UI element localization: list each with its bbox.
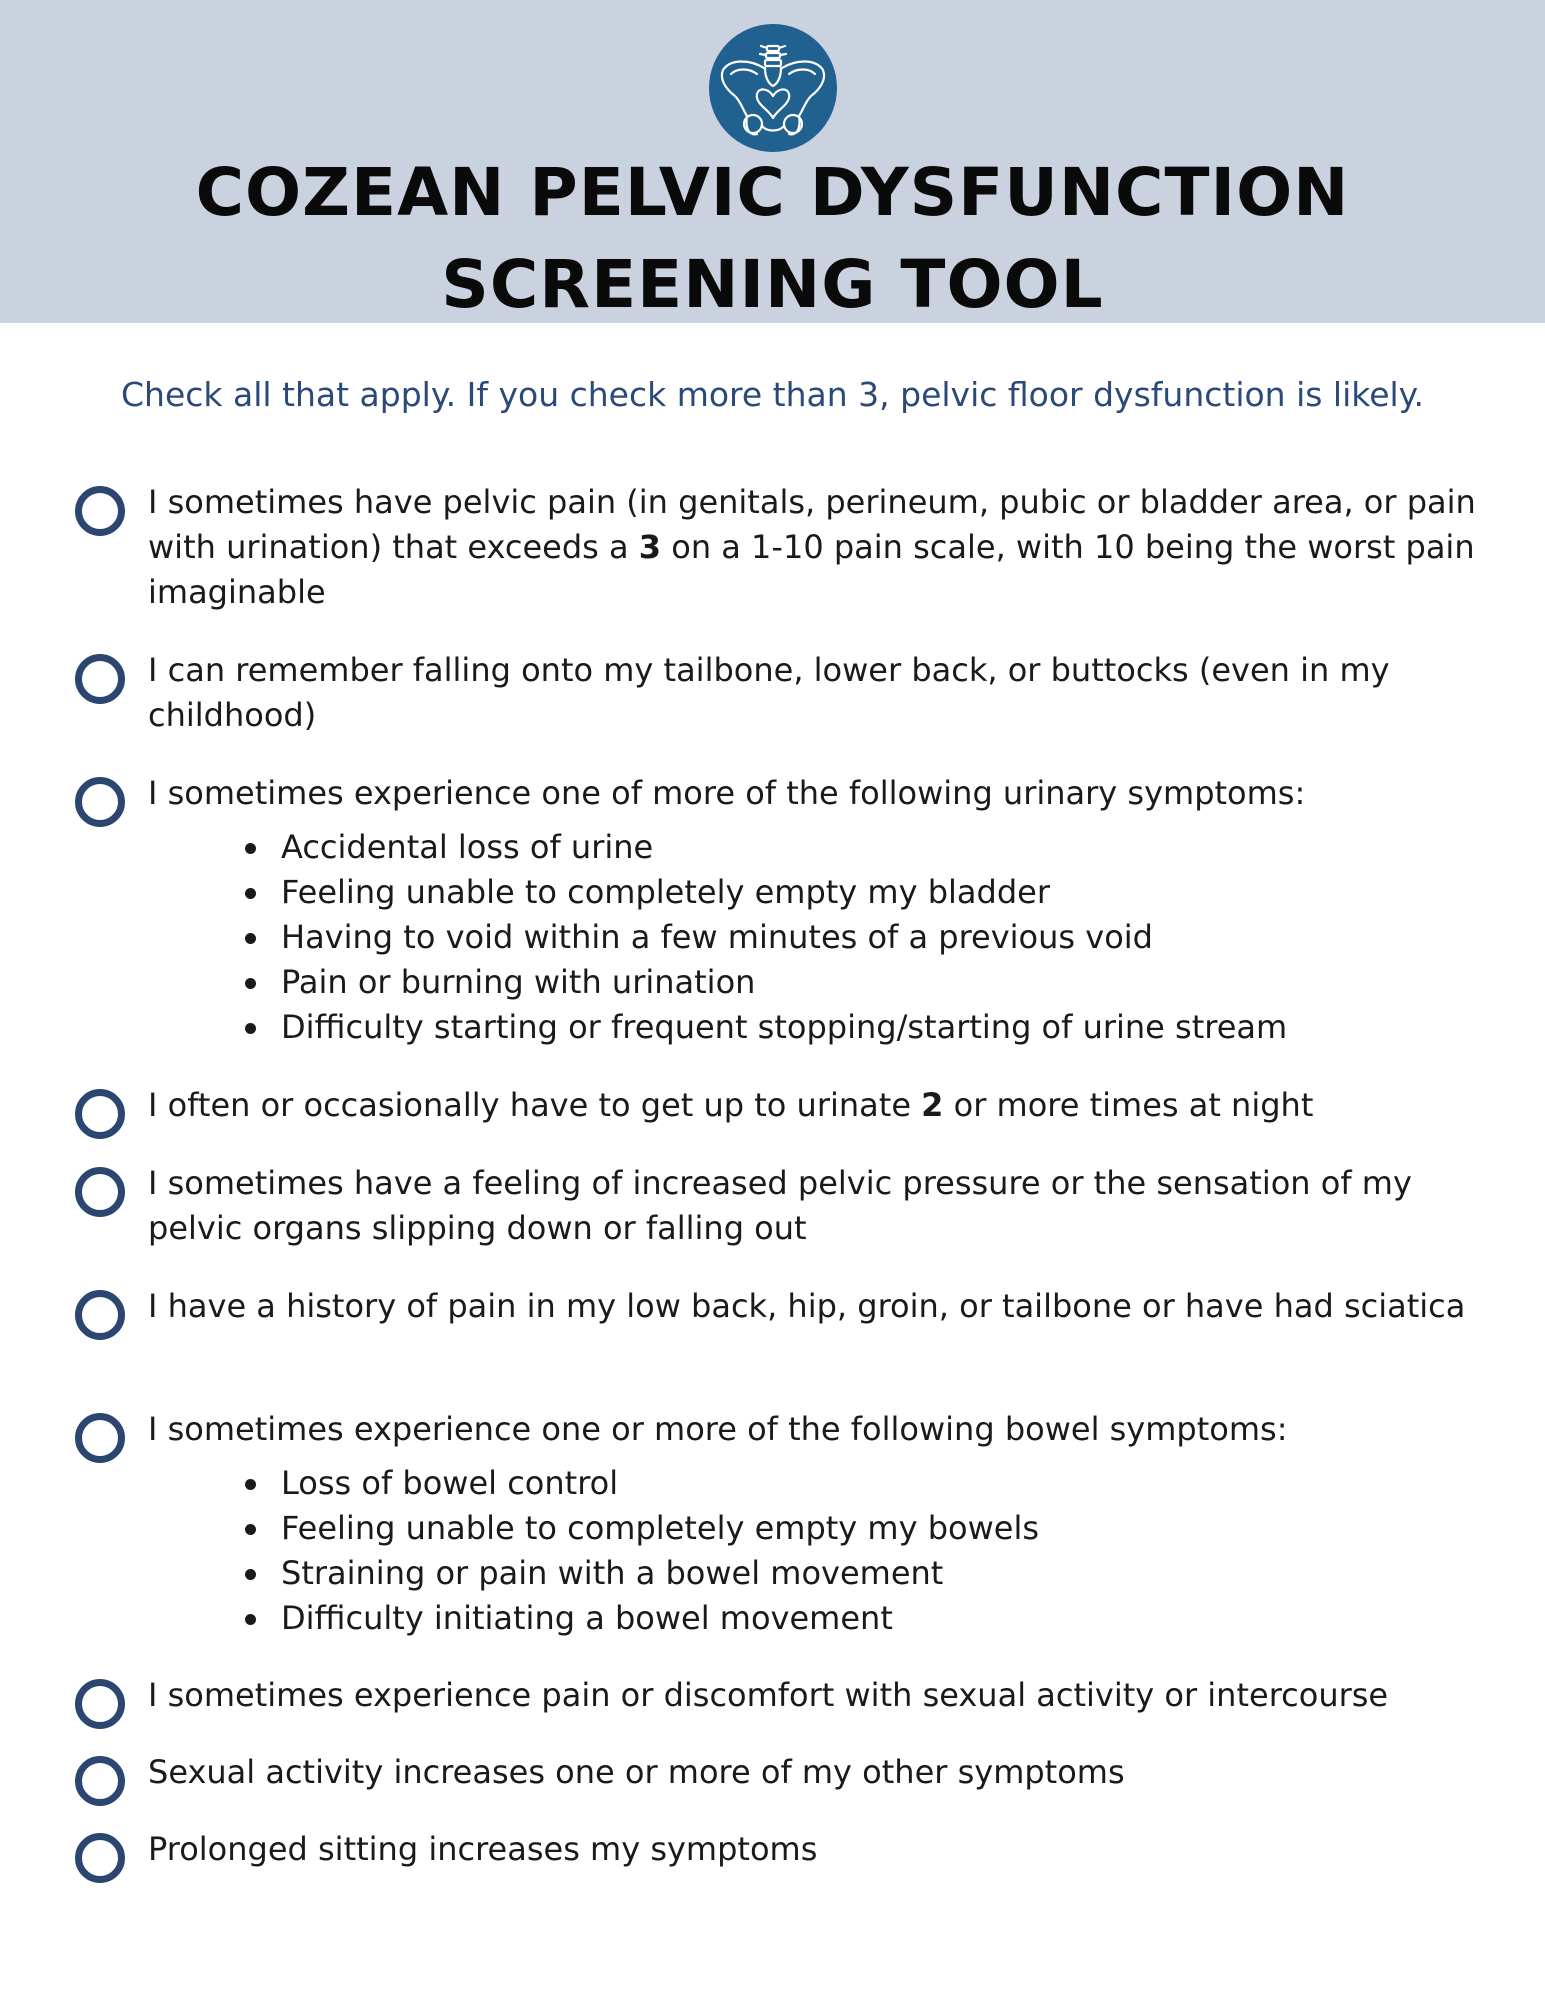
bullet-icon <box>245 843 256 854</box>
checkbox-3[interactable] <box>75 777 125 827</box>
item-text-1 <box>148 480 1488 615</box>
list-item-text: Having to void within a few minutes of a previous void <box>281 918 1153 956</box>
checkbox-6[interactable] <box>75 1290 125 1340</box>
item-text-1-part-a: I sometimes have pelvic pain (in genitals, perineum, pubic or bladder area, or pain with urination) that exceeds a <box>148 483 1476 566</box>
item-text-4-bold: 2 <box>921 1086 944 1124</box>
list-item-text: Feeling unable to completely empty my bladder <box>281 873 1050 911</box>
list-item-text: Difficulty initiating a bowel movement <box>281 1599 893 1637</box>
logo <box>709 24 837 152</box>
list-item <box>245 1461 1445 1506</box>
checkbox-9[interactable] <box>75 1756 125 1806</box>
item-text-3: I sometimes experience one of more of the following urinary symptoms: <box>148 774 1306 812</box>
checkbox-2[interactable] <box>75 654 125 704</box>
bullet-icon <box>245 1614 256 1625</box>
item-text-10: Prolonged sitting increases my symptoms <box>148 1830 818 1868</box>
list-item-text: Feeling unable to completely empty my bowels <box>281 1509 1039 1547</box>
item-text-4 <box>148 1083 1488 1128</box>
checkbox-7[interactable] <box>75 1413 125 1463</box>
item-text-5: I sometimes have a feeling of increased pelvic pressure or the sensation of my pelvic organs slipping down or falling out <box>148 1164 1412 1247</box>
list-item <box>245 825 1445 870</box>
bullet-icon <box>245 888 256 899</box>
bullet-icon <box>245 1524 256 1535</box>
pelvis-icon <box>709 24 837 152</box>
checkbox-8[interactable] <box>75 1679 125 1729</box>
item-text-7: I sometimes experience one or more of the following bowel symptoms: <box>148 1410 1288 1448</box>
bullet-icon <box>245 933 256 944</box>
list-item <box>245 915 1445 960</box>
item-text-1-bold: 3 <box>638 528 662 566</box>
checkbox-1[interactable] <box>75 486 125 536</box>
item-text-4-part-a: I often or occasionally have to get up to urinate <box>148 1086 922 1124</box>
item-text-4-part-b: or more times at night <box>943 1086 1314 1124</box>
page-title-line-2: SCREENING TOOL <box>441 246 1104 323</box>
list-item <box>245 870 1445 915</box>
list-item-text: Straining or pain with a bowel movement <box>281 1554 944 1592</box>
list-item <box>245 1506 1445 1551</box>
item-text-9: Sexual activity increases one or more of my other symptoms <box>148 1753 1125 1791</box>
list-item-text: Accidental loss of urine <box>281 828 654 866</box>
item-text-1-part-b: on a 1-10 pain scale, with 10 being the worst pain imaginable <box>148 528 1475 611</box>
list-item <box>245 1596 1445 1641</box>
list-item <box>245 960 1445 1005</box>
bullet-icon <box>245 1479 256 1490</box>
bowel-symptoms-list <box>245 1461 1445 1641</box>
checkbox-4[interactable] <box>75 1089 125 1139</box>
urinary-symptoms-list <box>245 825 1445 1050</box>
list-item <box>245 1551 1445 1596</box>
instructions: Check all that apply. If you check more than 3, pelvic floor dysfunction is likely. <box>121 375 1424 414</box>
checkbox-5[interactable] <box>75 1167 125 1217</box>
item-text-8: I sometimes experience pain or discomfort with sexual activity or intercourse <box>148 1676 1389 1714</box>
list-item-text: Loss of bowel control <box>281 1464 619 1502</box>
checkbox-10[interactable] <box>75 1833 125 1883</box>
list-item-text: Difficulty starting or frequent stopping/starting of urine stream <box>281 1008 1288 1046</box>
item-text-6: I have a history of pain in my low back, hip, groin, or tailbone or have had sciatica <box>148 1287 1466 1325</box>
page-title-line-1: COZEAN PELVIC DYSFUNCTION <box>195 154 1350 231</box>
header-banner <box>0 0 1545 323</box>
item-text-2: I can remember falling onto my tailbone, lower back, or buttocks (even in my childhood) <box>148 651 1390 734</box>
list-item-text: Pain or burning with urination <box>281 963 756 1001</box>
bullet-icon <box>245 978 256 989</box>
bullet-icon <box>245 1569 256 1580</box>
bullet-icon <box>245 1023 256 1034</box>
list-item <box>245 1005 1445 1050</box>
